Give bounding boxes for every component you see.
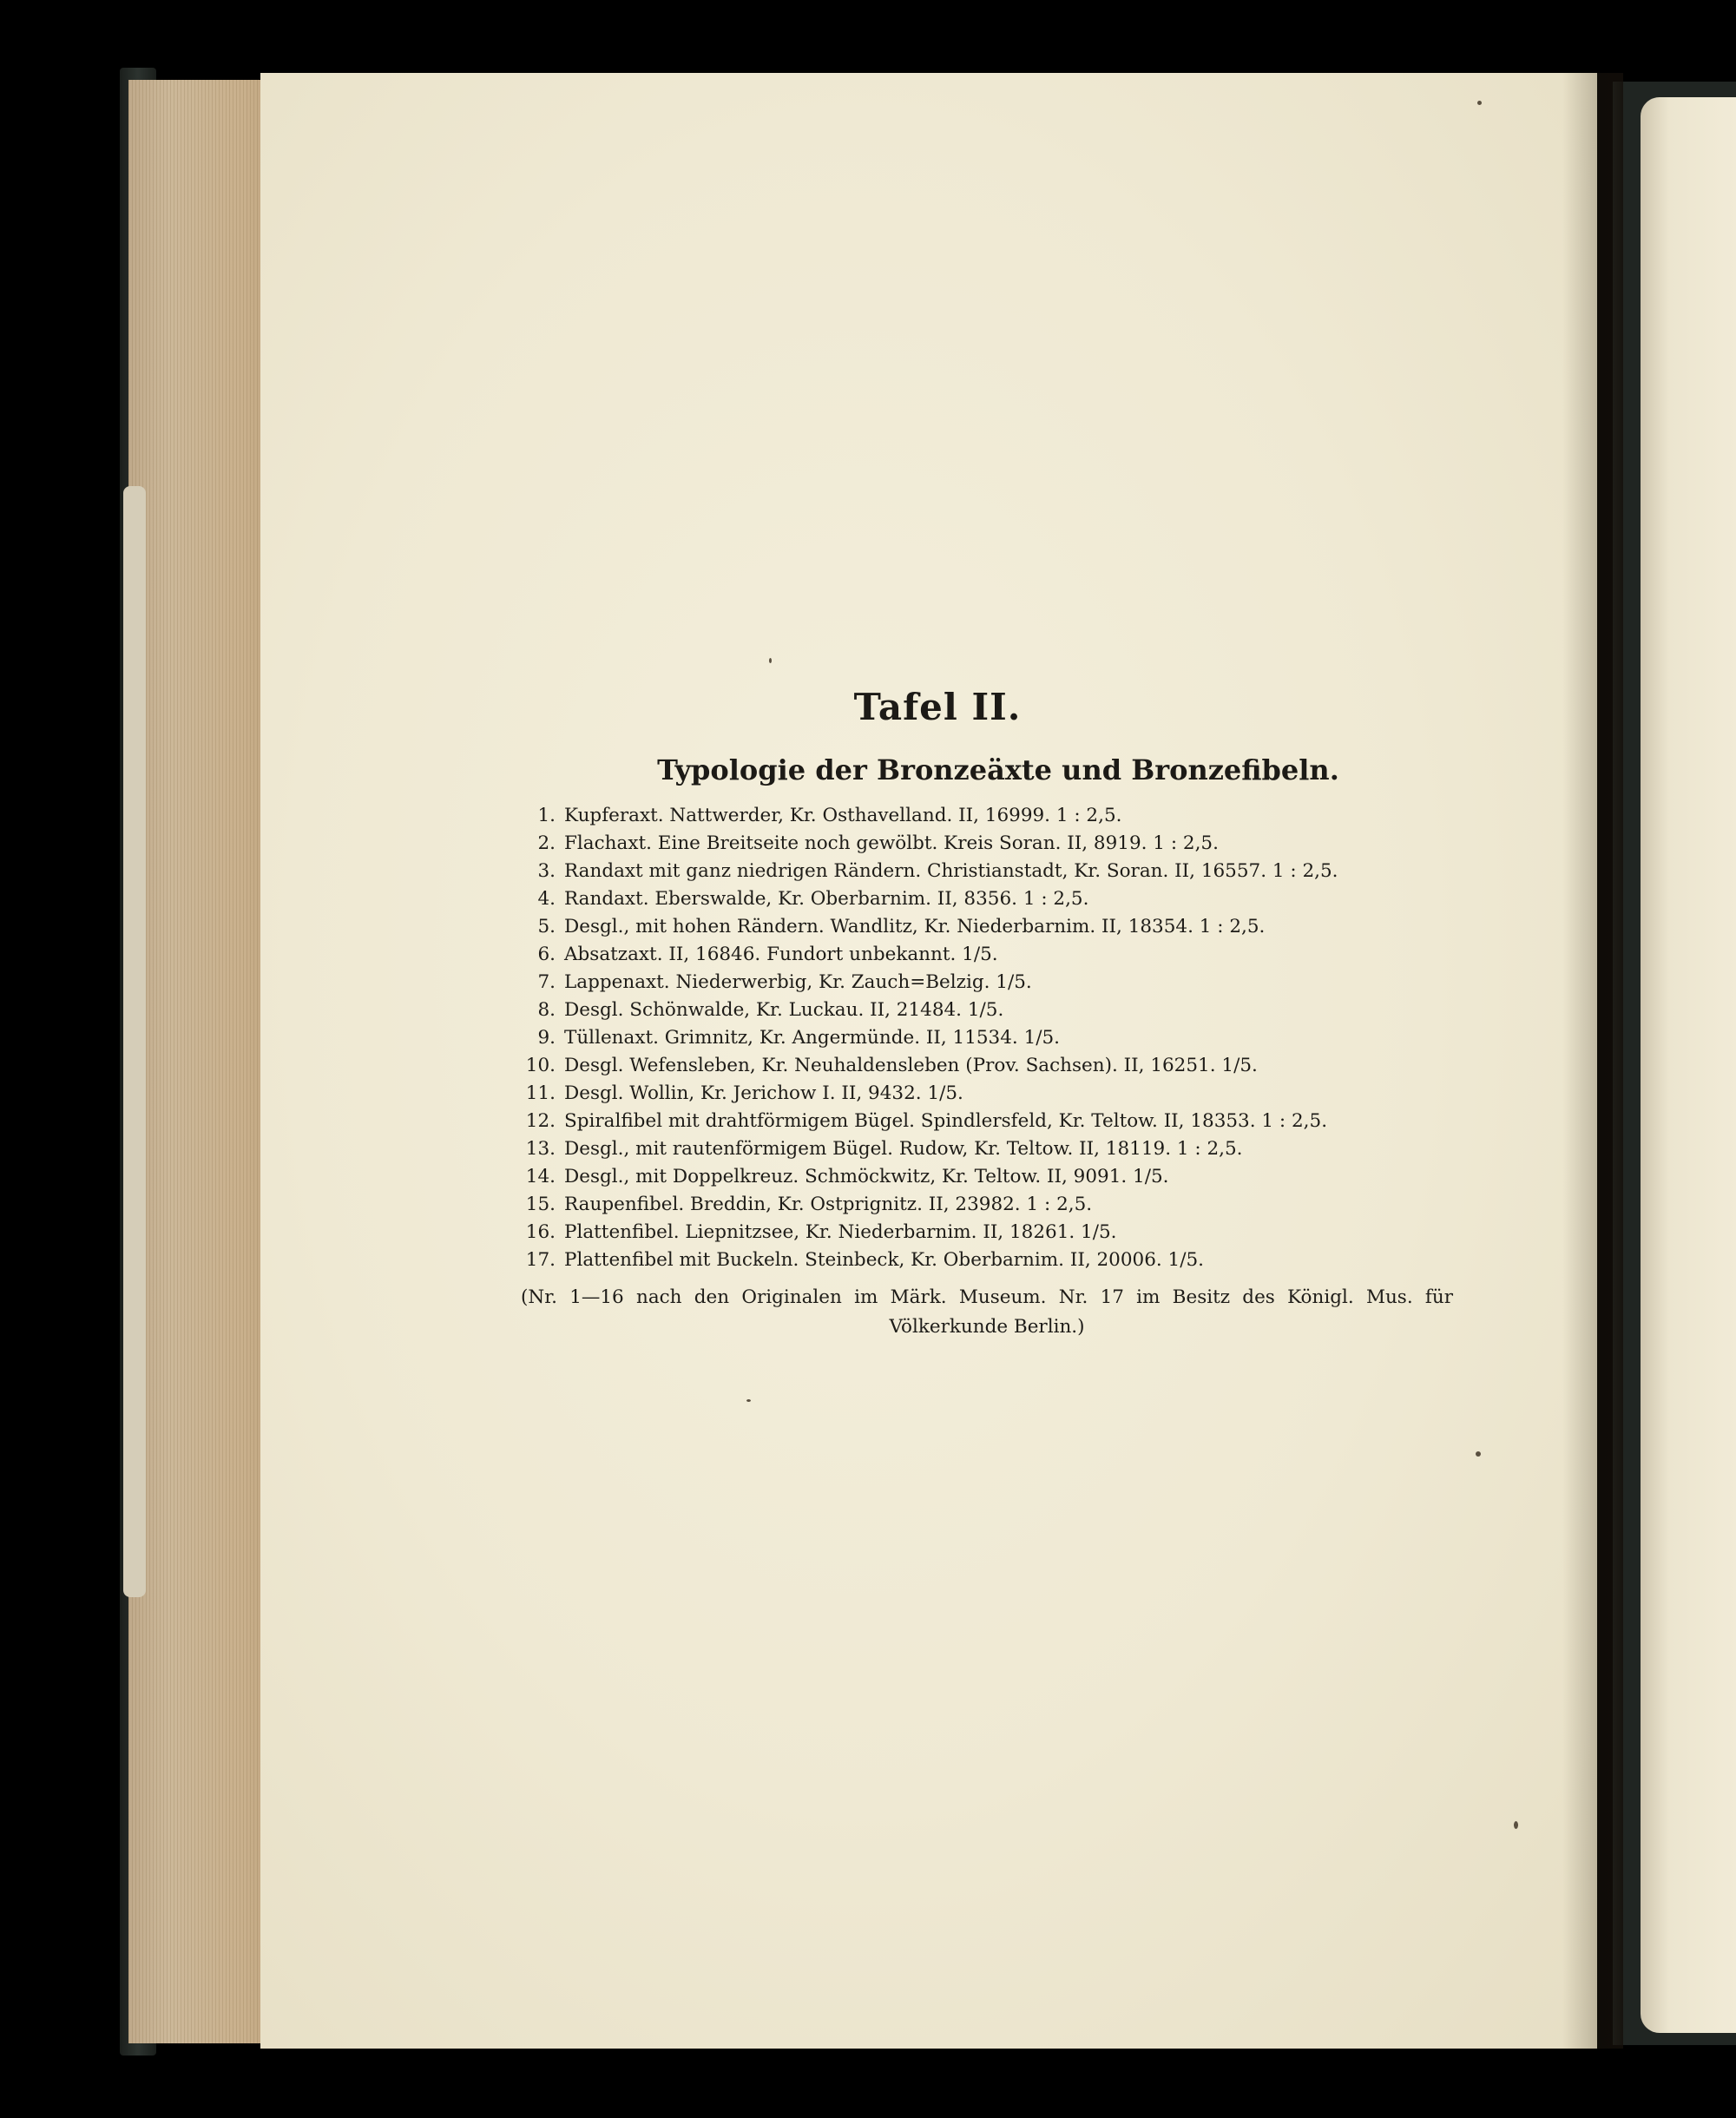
caption-item [517,802,1472,830]
item-number: 4. [537,888,556,910]
caption-item [517,1219,1472,1246]
paper-speck [769,658,772,663]
caption-item [517,1024,1472,1052]
item-number: 13. [525,1138,556,1160]
page-edge-wear [123,486,146,1597]
caption-item [517,1191,1472,1219]
caption-item [517,885,1472,913]
caption-item [517,997,1472,1024]
caption-item [517,830,1472,858]
caption-item [517,1135,1472,1163]
caption-item [517,1052,1472,1080]
item-number: 16. [525,1221,556,1243]
item-text: Spiralfibel mit drahtförmigem Bügel. Spindlersfeld, Kr. Teltow. II, 18353. 1 : 2,5. [564,1110,1328,1132]
item-text: Desgl. Wefensleben, Kr. Neuhaldensleben (Prov. Sachsen). II, 16251. 1/5. [564,1055,1258,1076]
item-number: 8. [537,999,556,1021]
paper-speck [1477,101,1482,105]
caption-list [517,802,1472,1274]
item-number: 7. [537,971,556,993]
item-text: Desgl., mit hohen Rändern. Wandlitz, Kr. Niederbarnim. II, 18354. 1 : 2,5. [564,916,1266,937]
paper-speck [1476,1451,1481,1457]
plate-subtitle: Typologie der Bronzeäxte und Bronzefibeln. [657,753,1339,786]
item-text: Plattenfibel. Liepnitzsee, Kr. Niederbarnim. II, 18261. 1/5. [564,1221,1117,1243]
caption-item [517,858,1472,885]
caption-item [517,941,1472,969]
item-text: Randaxt. Eberswalde, Kr. Oberbarnim. II, 8356. 1 : 2,5. [564,888,1089,910]
caption-item [517,913,1472,941]
item-text: Flachaxt. Eine Breitseite noch gewölbt. Kreis Soran. II, 8919. 1 : 2,5. [564,832,1219,854]
source-note: (Nr. 1—16 nach den Originalen im Märk. Museum. Nr. 17 im Besitz des Königl. Mus. für Völkerkunde Berlin.) [521,1286,1453,1338]
item-text: Desgl. Wollin, Kr. Jerichow I. II, 9432. 1/5. [564,1082,963,1104]
caption-item [517,1246,1472,1274]
item-text: Plattenfibel mit Buckeln. Steinbeck, Kr. Oberbarnim. II, 20006. 1/5. [564,1249,1204,1271]
item-text: Kupferaxt. Nattwerder, Kr. Osthavelland. II, 16999. 1 : 2,5. [564,805,1122,826]
item-number: 10. [525,1055,556,1076]
item-text: Tüllenaxt. Grimnitz, Kr. Angermünde. II, 11534. 1/5. [564,1027,1061,1049]
paper-speck [1514,1821,1518,1829]
item-number: 9. [537,1027,556,1049]
item-number: 5. [537,916,556,937]
item-number: 14. [525,1166,556,1187]
item-text: Lappenaxt. Niederwerbig, Kr. Zauch=Belzig. 1/5. [564,971,1032,993]
item-number: 6. [537,944,556,965]
item-text: Desgl. Schönwalde, Kr. Luckau. II, 21484. 1/5. [564,999,1004,1021]
item-number: 11. [525,1082,556,1104]
paper-speck [746,1399,751,1402]
item-number: 3. [537,860,556,882]
plate-title: Tafel II. [853,686,1022,728]
facing-page [1641,97,1736,2033]
caption-item [517,969,1472,997]
item-number: 2. [537,832,556,854]
item-text: Raupenfibel. Breddin, Kr. Ostprignitz. II, 23982. 1 : 2,5. [564,1194,1093,1215]
item-number: 15. [525,1194,556,1215]
item-number: 12. [525,1110,556,1132]
item-number: 17. [525,1249,556,1271]
item-text: Desgl., mit Doppelkreuz. Schmöckwitz, Kr. Teltow. II, 9091. 1/5. [564,1166,1169,1187]
item-text: Absatzaxt. II, 16846. Fundort unbekannt. 1/5. [564,944,998,965]
caption-item [517,1163,1472,1191]
caption-item [517,1108,1472,1135]
item-text: Randaxt mit ganz niedrigen Rändern. Christianstadt, Kr. Soran. II, 16557. 1 : 2,5. [564,860,1338,882]
item-text: Desgl., mit rautenförmigem Bügel. Rudow, Kr. Teltow. II, 18119. 1 : 2,5. [564,1138,1243,1160]
page-gutter-shadow [1562,73,1623,2049]
caption-item [517,1080,1472,1108]
item-number: 1. [537,805,556,826]
